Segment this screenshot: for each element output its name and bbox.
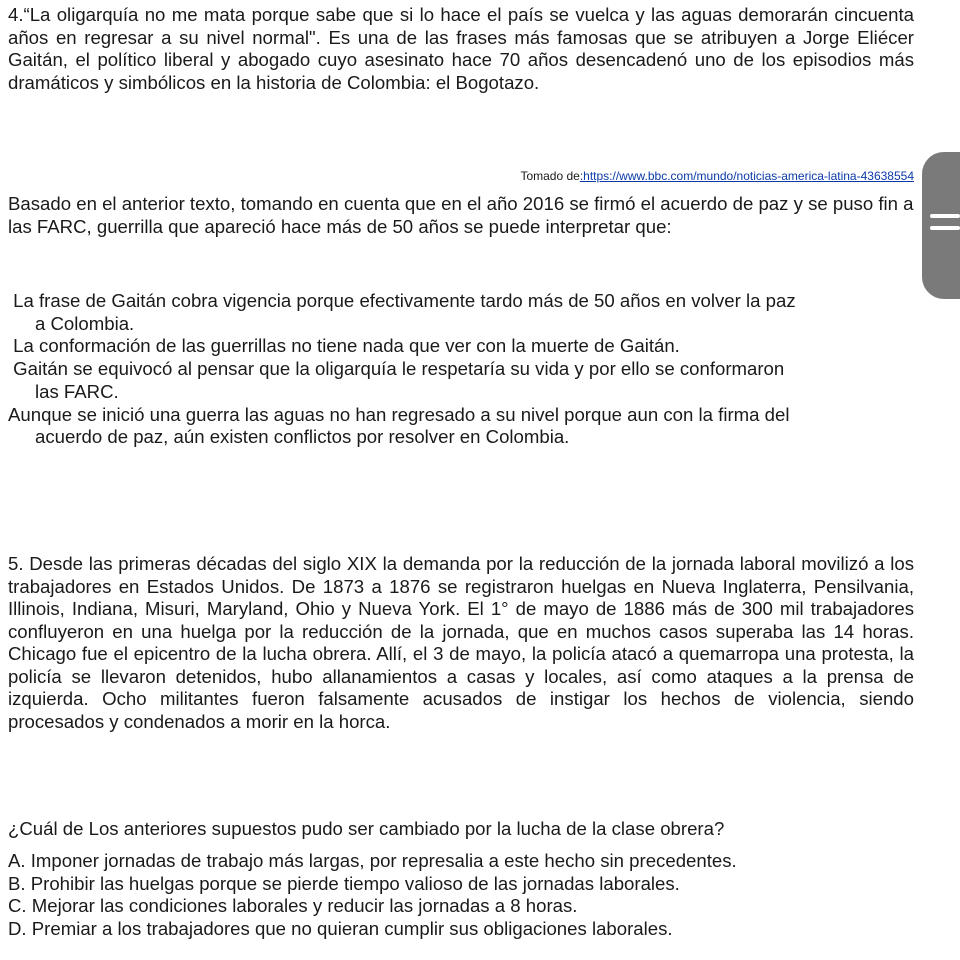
option-letter: D. [8,918,27,940]
option-5c[interactable] [8,895,914,918]
option-text: Mejorar las condiciones laborales y reducir las jornadas a 8 horas. [31,895,578,917]
source-citation [520,168,914,184]
source-label: Tomado de [520,169,580,183]
option-text: Prohibir las huelgas porque se pierde tiempo valioso de las jornadas laborales. [30,872,680,894]
option-letter: C. [8,895,27,917]
option-text: Imponer jornadas de trabajo más largas, por represalia a este hecho sin precedentes. [30,850,737,871]
option-letter: B. [8,872,26,894]
question-5-options [8,850,914,941]
question-5-passage: 5. Desde las primeras décadas del siglo XIX la demanda por la reducción de la jornada laboral movilizó a los trabajadores en Estados Unidos. De 1873 a 1876 se registraron huelgas en Nueva Inglaterra, Pensilvania, Illinois, Indiana, Misuri, Maryland, Ohio y Nueva York. El 1° de mayo de 1886 más de 300 mil trabajadores confluyeron en una huelga por la reducción de la jornada, que en muchos casos superaba las 14 horas. Chicago fue el epicentro de la lucha obrera. Allí, el 3 de mayo, la policía atacó a quemarropa una protesta, la policía se llevaron detenidos, hubo allanamientos a casas y locales, así como ataques a la prensa de izquierda. Ocho militantes fueron falsamente acusados de instigar los hechos de violencia, siendo procesados y condenados a morir en la horca. [8,553,914,732]
option-4a[interactable] [8,290,798,335]
question-4-options [8,290,798,449]
option-text: Premiar a los trabajadores que no quieran cumplir sus obligaciones laborales. [31,918,673,940]
source-link[interactable]: :https://www.bbc.com/mundo/noticias-america-latina-43638554 [579,169,914,183]
question-5-prompt: ¿Cuál de Los anteriores supuestos pudo ser cambiado por la lucha de la clase obrera? [8,818,725,839]
option-letter: A. [8,850,26,871]
option-text: La frase de Gaitán cobra vigencia porque efectivamente tardo más de 50 años en volver la paz a Colombia. [13,290,796,334]
option-5b[interactable] [8,873,914,896]
option-4b[interactable] [8,335,798,358]
option-4c[interactable] [8,358,798,403]
option-5d[interactable] [8,918,914,941]
option-text: Aunque se inició una guerra las aguas no han regresado a su nivel porque aun con la firma del acuerdo de paz, aún existen conflictos por resolver en Colombia. [8,403,790,448]
option-5a[interactable] [8,850,914,873]
option-4d[interactable] [8,404,798,449]
question-4-passage: 4.“La oligarquía no me mata porque sabe que si lo hace el país se vuelca y las aguas demorarán cincuenta años en regresar a su nivel normal". Es una de las frases más famosas que se atribuyen a Jorge Eliécer Gaitán, el político liberal y abogado cuyo asesinato hace 70 años desencadenó uno de los episodios más dramáticos y simbólicos en la historia de Colombia: el Bogotazo. [8,4,914,93]
side-panel-handle[interactable] [922,152,960,299]
option-text: La conformación de las guerrillas no tiene nada que ver con la muerte de Gaitán. [13,335,680,357]
option-text: Gaitán se equivocó al pensar que la oligarquía le respetaría su vida y por ello se conformaron las FARC. [13,358,785,402]
question-4-prompt: Basado en el anterior texto, tomando en cuenta que en el año 2016 se firmó el acuerdo de paz y se puso fin a las FARC, guerrilla que apareció hace más de 50 años se puede interpretar que: [8,193,914,237]
